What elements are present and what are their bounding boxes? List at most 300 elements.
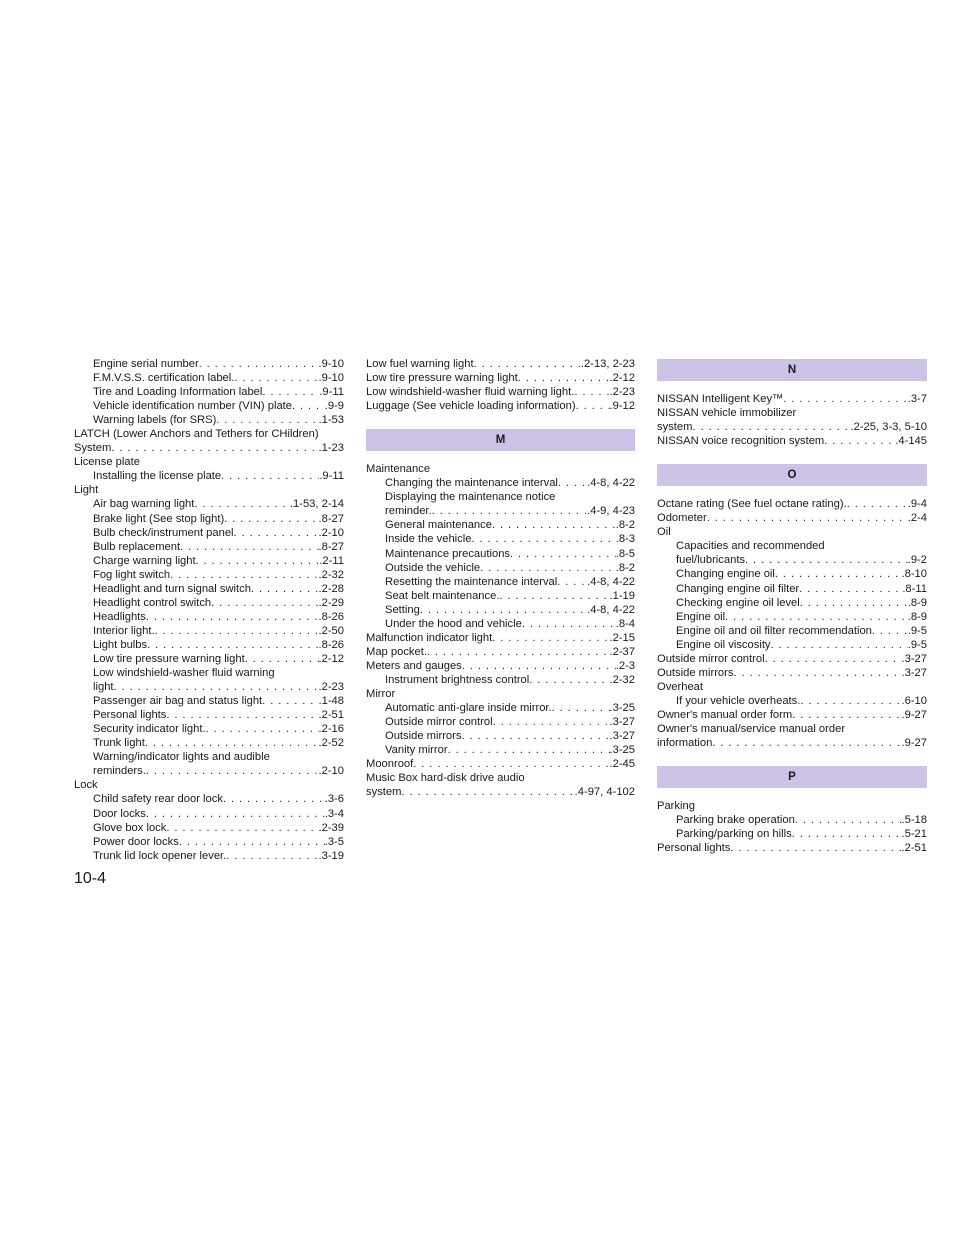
dot-leader xyxy=(725,610,908,624)
entry-text: Trunk light xyxy=(93,737,145,750)
entry-text: Personal lights xyxy=(657,842,731,855)
entry-text: Headlights xyxy=(93,610,146,623)
dot-leader xyxy=(480,561,616,575)
entry-page-ref: .1-23 xyxy=(318,442,344,455)
index-entry xyxy=(657,596,927,610)
entry-text: Instrument brightness control xyxy=(385,673,530,686)
entry-page-ref: .9-2 xyxy=(907,554,927,567)
index-entry xyxy=(657,827,927,841)
index-entry xyxy=(366,371,635,385)
dot-leader xyxy=(576,399,610,413)
entry-text: Malfunction indicator light xyxy=(366,631,493,644)
entry-page-ref: .8-26 xyxy=(318,638,344,651)
entry-page-ref: .1-48 xyxy=(318,695,344,708)
entry-text: F.M.V.S.S. certification label. xyxy=(93,372,235,385)
entry-text: fuel/lubricants xyxy=(676,554,746,567)
index-entry xyxy=(74,666,344,680)
index-entry xyxy=(366,645,635,659)
entry-text: Outside mirrors xyxy=(657,666,734,679)
index-entry xyxy=(74,736,344,750)
entry-page-ref: .2-11 xyxy=(319,554,344,567)
entry-page-ref: .2-13, 2-23 xyxy=(580,358,635,370)
entry-page-ref: .2-15 xyxy=(609,631,635,644)
dot-leader xyxy=(114,680,319,694)
entry-text: Music Box hard-disk drive audio xyxy=(366,772,525,785)
entry-text: system xyxy=(657,421,693,434)
dot-leader xyxy=(707,511,908,525)
entry-page-ref: .8-5 xyxy=(615,547,635,560)
index-entry xyxy=(366,357,635,371)
entry-text: system xyxy=(366,786,402,799)
entry-text: Tire and Loading Information label xyxy=(93,386,263,399)
entry-text: Door locks xyxy=(93,807,146,820)
entry-page-ref: .5-18 xyxy=(901,814,927,827)
index-entry xyxy=(74,778,344,792)
entry-page-ref: .3-4 xyxy=(324,807,344,820)
dot-leader xyxy=(824,434,895,448)
index-entry xyxy=(657,610,927,624)
index-entry xyxy=(74,540,344,554)
entry-text: Parking/parking on hills xyxy=(676,828,792,841)
dot-leader xyxy=(471,532,615,546)
index-entry xyxy=(74,469,344,483)
entry-page-ref: .6-10 xyxy=(901,694,927,707)
entry-text: Trunk lid lock opener lever. xyxy=(93,849,227,862)
dot-leader xyxy=(179,835,325,849)
index-entry xyxy=(657,638,927,652)
dot-leader xyxy=(712,736,901,750)
entry-page-ref: .9-10 xyxy=(318,372,344,385)
entry-text: Lock xyxy=(74,779,98,792)
entry-page-ref: .2-32 xyxy=(609,673,635,686)
entry-text: Moonroof xyxy=(366,758,414,771)
entry-page-ref: .8-11 xyxy=(902,582,927,595)
entry-page-ref: .3-27 xyxy=(609,730,635,743)
index-entry xyxy=(366,462,635,476)
entry-page-ref: .2-37 xyxy=(609,645,635,658)
entry-page-ref: .4-8, 4-22 xyxy=(587,603,635,616)
entry-text: Low tire pressure warning light xyxy=(366,372,518,385)
entry-page-ref: .4-8, 4-22 xyxy=(587,477,635,490)
index-entry xyxy=(657,799,927,813)
page-number: 10-4 xyxy=(74,870,107,887)
entry-text: Vanity mirror xyxy=(385,744,448,757)
entry-page-ref: .3-27 xyxy=(609,716,635,729)
entry-text: Low fuel warning light xyxy=(366,358,474,370)
entry-page-ref: .8-10 xyxy=(901,568,927,581)
entry-page-ref: .8-2 xyxy=(615,519,635,532)
entry-text: Seat belt maintenance. xyxy=(385,589,500,602)
entry-text: Vehicle identification number (VIN) plate xyxy=(93,400,292,413)
entry-text: System xyxy=(74,442,112,455)
index-entry xyxy=(74,807,344,821)
index-entry xyxy=(74,708,344,722)
entry-page-ref: .9-11 xyxy=(319,386,344,399)
entry-page-ref: .9-9 xyxy=(324,400,344,413)
entry-page-ref: .8-3 xyxy=(615,533,635,546)
index-entry xyxy=(74,821,344,835)
entry-text: Displaying the maintenance notice xyxy=(385,491,556,504)
index-entry xyxy=(657,525,927,539)
entry-page-ref: .2-16 xyxy=(318,723,344,736)
entry-text: Low windshield-washer fluid warning light. xyxy=(366,386,575,399)
entry-page-ref: .1-19 xyxy=(609,589,635,602)
dot-leader xyxy=(166,821,318,835)
entry-text: Low windshield-washer fluid warning xyxy=(93,667,275,680)
dot-leader xyxy=(221,469,319,483)
entry-text: Light bulbs xyxy=(93,638,148,651)
entry-page-ref: .2-23 xyxy=(609,386,635,399)
index-entry xyxy=(657,624,927,638)
index-entry xyxy=(366,399,635,413)
entry-page-ref: .2-51 xyxy=(318,709,344,722)
index-entry xyxy=(366,603,635,617)
index-entry xyxy=(657,539,927,553)
dot-leader xyxy=(499,589,609,603)
index-entry xyxy=(74,357,344,371)
entry-text: Inside the vehicle xyxy=(385,533,472,546)
index-entry xyxy=(74,722,344,736)
entry-page-ref: .9-10 xyxy=(318,358,344,370)
index-entry xyxy=(74,849,344,863)
dot-leader xyxy=(792,827,902,841)
entry-text: Headlight and turn signal switch xyxy=(93,582,251,595)
dot-leader xyxy=(170,568,318,582)
section-header-m: M xyxy=(366,429,635,451)
entry-text: General maintenance xyxy=(385,519,492,532)
entry-page-ref: .9-5 xyxy=(907,638,927,651)
dot-leader xyxy=(234,526,319,540)
entry-page-ref: .4-97, 4-102 xyxy=(574,786,635,799)
entry-text: Light xyxy=(74,484,99,497)
dot-leader xyxy=(847,497,908,511)
entry-page-ref: .2-25, 3-3, 5-10 xyxy=(850,421,927,434)
dot-leader xyxy=(196,554,320,568)
entry-text: Mirror xyxy=(366,687,396,700)
entry-text: Maintenance xyxy=(366,463,431,476)
index-entry xyxy=(74,792,344,806)
dot-leader xyxy=(262,385,319,399)
index-entry xyxy=(657,497,927,511)
entry-page-ref: .9-27 xyxy=(901,708,927,721)
dot-leader xyxy=(765,652,902,666)
entry-text: Parking xyxy=(657,800,695,813)
entry-text: Overheat xyxy=(657,680,704,693)
entry-text: License plate xyxy=(74,456,140,469)
entry-page-ref: .2-29 xyxy=(318,596,344,609)
dot-leader xyxy=(206,722,319,736)
index-entry xyxy=(74,455,344,469)
entry-page-ref: .3-19 xyxy=(318,849,344,862)
index-entry xyxy=(366,561,635,575)
dot-leader xyxy=(194,497,290,511)
entry-text: Checking engine oil level xyxy=(676,596,800,609)
index-entry xyxy=(366,617,635,631)
entry-text: Under the hood and vehicle xyxy=(385,617,522,630)
index-entry xyxy=(74,427,344,441)
entry-text: Setting xyxy=(385,603,420,616)
entry-page-ref: .8-9 xyxy=(907,596,927,609)
index-entry xyxy=(366,659,635,673)
entry-text: Owner's manual order form xyxy=(657,708,793,721)
entry-page-ref: .2-12 xyxy=(609,372,635,385)
dot-leader xyxy=(413,757,609,771)
entry-text: Octane rating (See fuel octane rating). xyxy=(657,498,847,511)
index-entry xyxy=(74,596,344,610)
index-entry xyxy=(366,385,635,399)
entry-page-ref: .8-2 xyxy=(615,561,635,574)
dot-leader xyxy=(234,371,318,385)
index-column-3 xyxy=(657,357,927,855)
dot-leader xyxy=(216,413,318,427)
index-entry xyxy=(366,771,635,785)
index-entry xyxy=(657,708,927,722)
entry-text: Automatic anti-glare inside mirror. xyxy=(385,702,552,715)
dot-leader xyxy=(522,617,616,631)
entry-page-ref: .1-53 xyxy=(318,414,344,427)
entry-page-ref: .2-12 xyxy=(318,652,344,665)
entry-text: LATCH (Lower Anchors and Tethers for CHildren) xyxy=(74,428,319,441)
index-entry xyxy=(74,610,344,624)
index-entry xyxy=(657,736,927,750)
entry-text: Charge warning light xyxy=(93,554,196,567)
dot-leader xyxy=(795,813,902,827)
entry-text: Capacities and recommended xyxy=(676,540,825,553)
index-entry xyxy=(657,680,927,694)
index-entry xyxy=(657,841,927,855)
index-entry xyxy=(366,476,635,490)
section-header-n: N xyxy=(657,359,927,381)
entry-page-ref: .2-39 xyxy=(318,821,344,834)
index-entry xyxy=(74,582,344,596)
entry-page-ref: .2-51 xyxy=(901,842,927,855)
index-entry xyxy=(74,835,344,849)
entry-page-ref: .4-8, 4-22 xyxy=(587,575,635,588)
entry-text: Warning/indicator lights and audible xyxy=(93,751,270,764)
dot-leader xyxy=(800,596,908,610)
entry-page-ref: .9-4 xyxy=(907,498,927,511)
dot-leader xyxy=(529,673,609,687)
section-spacer xyxy=(366,413,635,427)
dot-leader xyxy=(493,715,610,729)
dot-leader xyxy=(155,624,319,638)
dot-leader xyxy=(771,638,908,652)
entry-text: Changing the maintenance interval xyxy=(385,477,558,490)
entry-page-ref: .2-4 xyxy=(907,512,927,525)
dot-leader xyxy=(461,729,609,743)
entry-text: Luggage (See vehicle loading information) xyxy=(366,400,576,413)
index-column-2 xyxy=(366,357,635,799)
section-spacer xyxy=(657,750,927,764)
entry-text: Meters and gauges xyxy=(366,659,462,672)
entry-page-ref: .3-6 xyxy=(324,793,344,806)
index-entry xyxy=(366,589,635,603)
entry-text: light xyxy=(93,681,114,694)
index-entry xyxy=(366,785,635,799)
index-entry xyxy=(366,631,635,645)
entry-text: Parking brake operation xyxy=(676,814,795,827)
dot-leader xyxy=(792,708,901,722)
index-entry xyxy=(657,582,927,596)
entry-text: Outside mirror control xyxy=(657,652,765,665)
dot-leader xyxy=(226,849,318,863)
index-entry xyxy=(366,504,635,518)
entry-text: Engine oil xyxy=(676,610,726,623)
dot-leader xyxy=(224,512,318,526)
entry-page-ref: .2-3 xyxy=(615,659,635,672)
index-entry xyxy=(74,764,344,778)
entry-page-ref: .9-12 xyxy=(609,400,635,413)
entry-page-ref: .9-27 xyxy=(901,737,927,750)
entry-text: Outside the vehicle xyxy=(385,561,481,574)
entry-text: Outside mirrors xyxy=(385,730,462,743)
section-header-o: O xyxy=(657,464,927,486)
index-entry xyxy=(657,406,927,420)
entry-text: Odometer xyxy=(657,512,707,525)
entry-page-ref: .3-25 xyxy=(609,702,635,715)
index-entry xyxy=(657,392,927,406)
dot-leader xyxy=(800,694,901,708)
dot-leader xyxy=(166,708,318,722)
entry-text: NISSAN voice recognition system xyxy=(657,435,825,448)
index-entry xyxy=(74,568,344,582)
index-entry xyxy=(366,490,635,504)
entry-page-ref: .3-7 xyxy=(907,393,927,405)
dot-leader xyxy=(783,392,907,406)
index-entry xyxy=(657,813,927,827)
dot-leader xyxy=(557,575,587,589)
entry-page-ref: .3-5 xyxy=(324,835,344,848)
dot-leader xyxy=(872,624,908,638)
entry-page-ref: .8-27 xyxy=(318,512,344,525)
entry-page-ref: .1-53, 2-14 xyxy=(289,498,344,511)
dot-leader xyxy=(730,841,901,855)
dot-leader xyxy=(420,603,587,617)
dot-leader xyxy=(552,701,610,715)
dot-leader xyxy=(146,807,325,821)
dot-leader xyxy=(145,736,319,750)
index-entry xyxy=(657,420,927,434)
entry-page-ref: .9-11 xyxy=(319,470,344,483)
index-entry xyxy=(657,666,927,680)
dot-leader xyxy=(262,694,318,708)
entry-text: Bulb replacement xyxy=(93,540,181,553)
entry-text: Passenger air bag and status light xyxy=(93,695,263,708)
dot-leader xyxy=(199,357,319,371)
index-entry xyxy=(74,385,344,399)
index-entry xyxy=(74,512,344,526)
dot-leader xyxy=(492,631,609,645)
entry-text: Glove box lock xyxy=(93,821,167,834)
entry-text: Power door locks xyxy=(93,835,179,848)
entry-text: Engine serial number xyxy=(93,358,199,370)
dot-leader xyxy=(147,638,318,652)
entry-text: Changing engine oil filter xyxy=(676,582,800,595)
index-entry xyxy=(366,547,635,561)
entry-page-ref: .2-10 xyxy=(318,526,344,539)
entry-text: Brake light (See stop light) xyxy=(93,512,225,525)
entry-page-ref: .2-50 xyxy=(318,624,344,637)
dot-leader xyxy=(733,666,901,680)
dot-leader xyxy=(474,357,581,371)
index-entry xyxy=(74,399,344,413)
entry-text: Warning labels (for SRS) xyxy=(93,414,217,427)
entry-text: Child safety rear door lock xyxy=(93,793,223,806)
dot-leader xyxy=(448,743,610,757)
index-entry xyxy=(74,694,344,708)
dot-leader xyxy=(251,582,319,596)
index-entry xyxy=(74,652,344,666)
index-entry xyxy=(74,441,344,455)
entry-text: NISSAN Intelligent Key™ xyxy=(657,393,784,405)
entry-page-ref: .8-27 xyxy=(318,540,344,553)
index-entry xyxy=(366,518,635,532)
entry-page-ref: .3-27 xyxy=(901,666,927,679)
entry-text: information xyxy=(657,737,713,750)
entry-text: NISSAN vehicle immobilizer xyxy=(657,407,797,420)
section-header-p: P xyxy=(657,766,927,788)
index-entry xyxy=(74,413,344,427)
entry-page-ref: .8-9 xyxy=(907,610,927,623)
dot-leader xyxy=(745,553,908,567)
index-entry xyxy=(74,680,344,694)
entry-page-ref: .2-32 xyxy=(318,568,344,581)
index-entry xyxy=(366,532,635,546)
dot-leader xyxy=(146,764,319,778)
entry-text: Interior light. xyxy=(93,624,155,637)
entry-text: Air bag warning light xyxy=(93,498,195,511)
index-entry xyxy=(366,575,635,589)
entry-page-ref: .2-28 xyxy=(318,582,344,595)
entry-text: Bulb check/instrument panel xyxy=(93,526,234,539)
index-entry xyxy=(74,483,344,497)
index-entry xyxy=(366,757,635,771)
dot-leader xyxy=(427,645,610,659)
index-column-1 xyxy=(74,357,344,863)
index-entry xyxy=(366,687,635,701)
entry-text: Headlight control switch xyxy=(93,596,212,609)
index-entry xyxy=(74,624,344,638)
entry-page-ref: .5-21 xyxy=(901,828,927,841)
entry-page-ref: .2-45 xyxy=(609,758,635,771)
entry-text: Personal lights xyxy=(93,709,167,722)
dot-leader xyxy=(245,652,319,666)
index-entry xyxy=(657,652,927,666)
entry-text: Owner's manual/service manual order xyxy=(657,722,846,735)
entry-text: Maintenance precautions xyxy=(385,547,511,560)
dot-leader xyxy=(574,385,609,399)
index-entry xyxy=(74,371,344,385)
index-entry xyxy=(657,553,927,567)
index-entry xyxy=(657,434,927,448)
entry-text: Installing the license plate xyxy=(93,470,222,483)
entry-page-ref: .4-145 xyxy=(895,435,927,448)
dot-leader xyxy=(180,540,318,554)
dot-leader xyxy=(292,399,325,413)
entry-text: Oil xyxy=(657,526,671,539)
index-entry xyxy=(366,715,635,729)
entry-text: Outside mirror control xyxy=(385,716,493,729)
dot-leader xyxy=(775,567,902,581)
entry-page-ref: .3-27 xyxy=(901,652,927,665)
dot-leader xyxy=(432,504,587,518)
dot-leader xyxy=(558,476,587,490)
index-entry xyxy=(74,750,344,764)
index-entry xyxy=(657,694,927,708)
index-entry xyxy=(366,729,635,743)
index-entry xyxy=(657,511,927,525)
dot-leader xyxy=(799,582,902,596)
